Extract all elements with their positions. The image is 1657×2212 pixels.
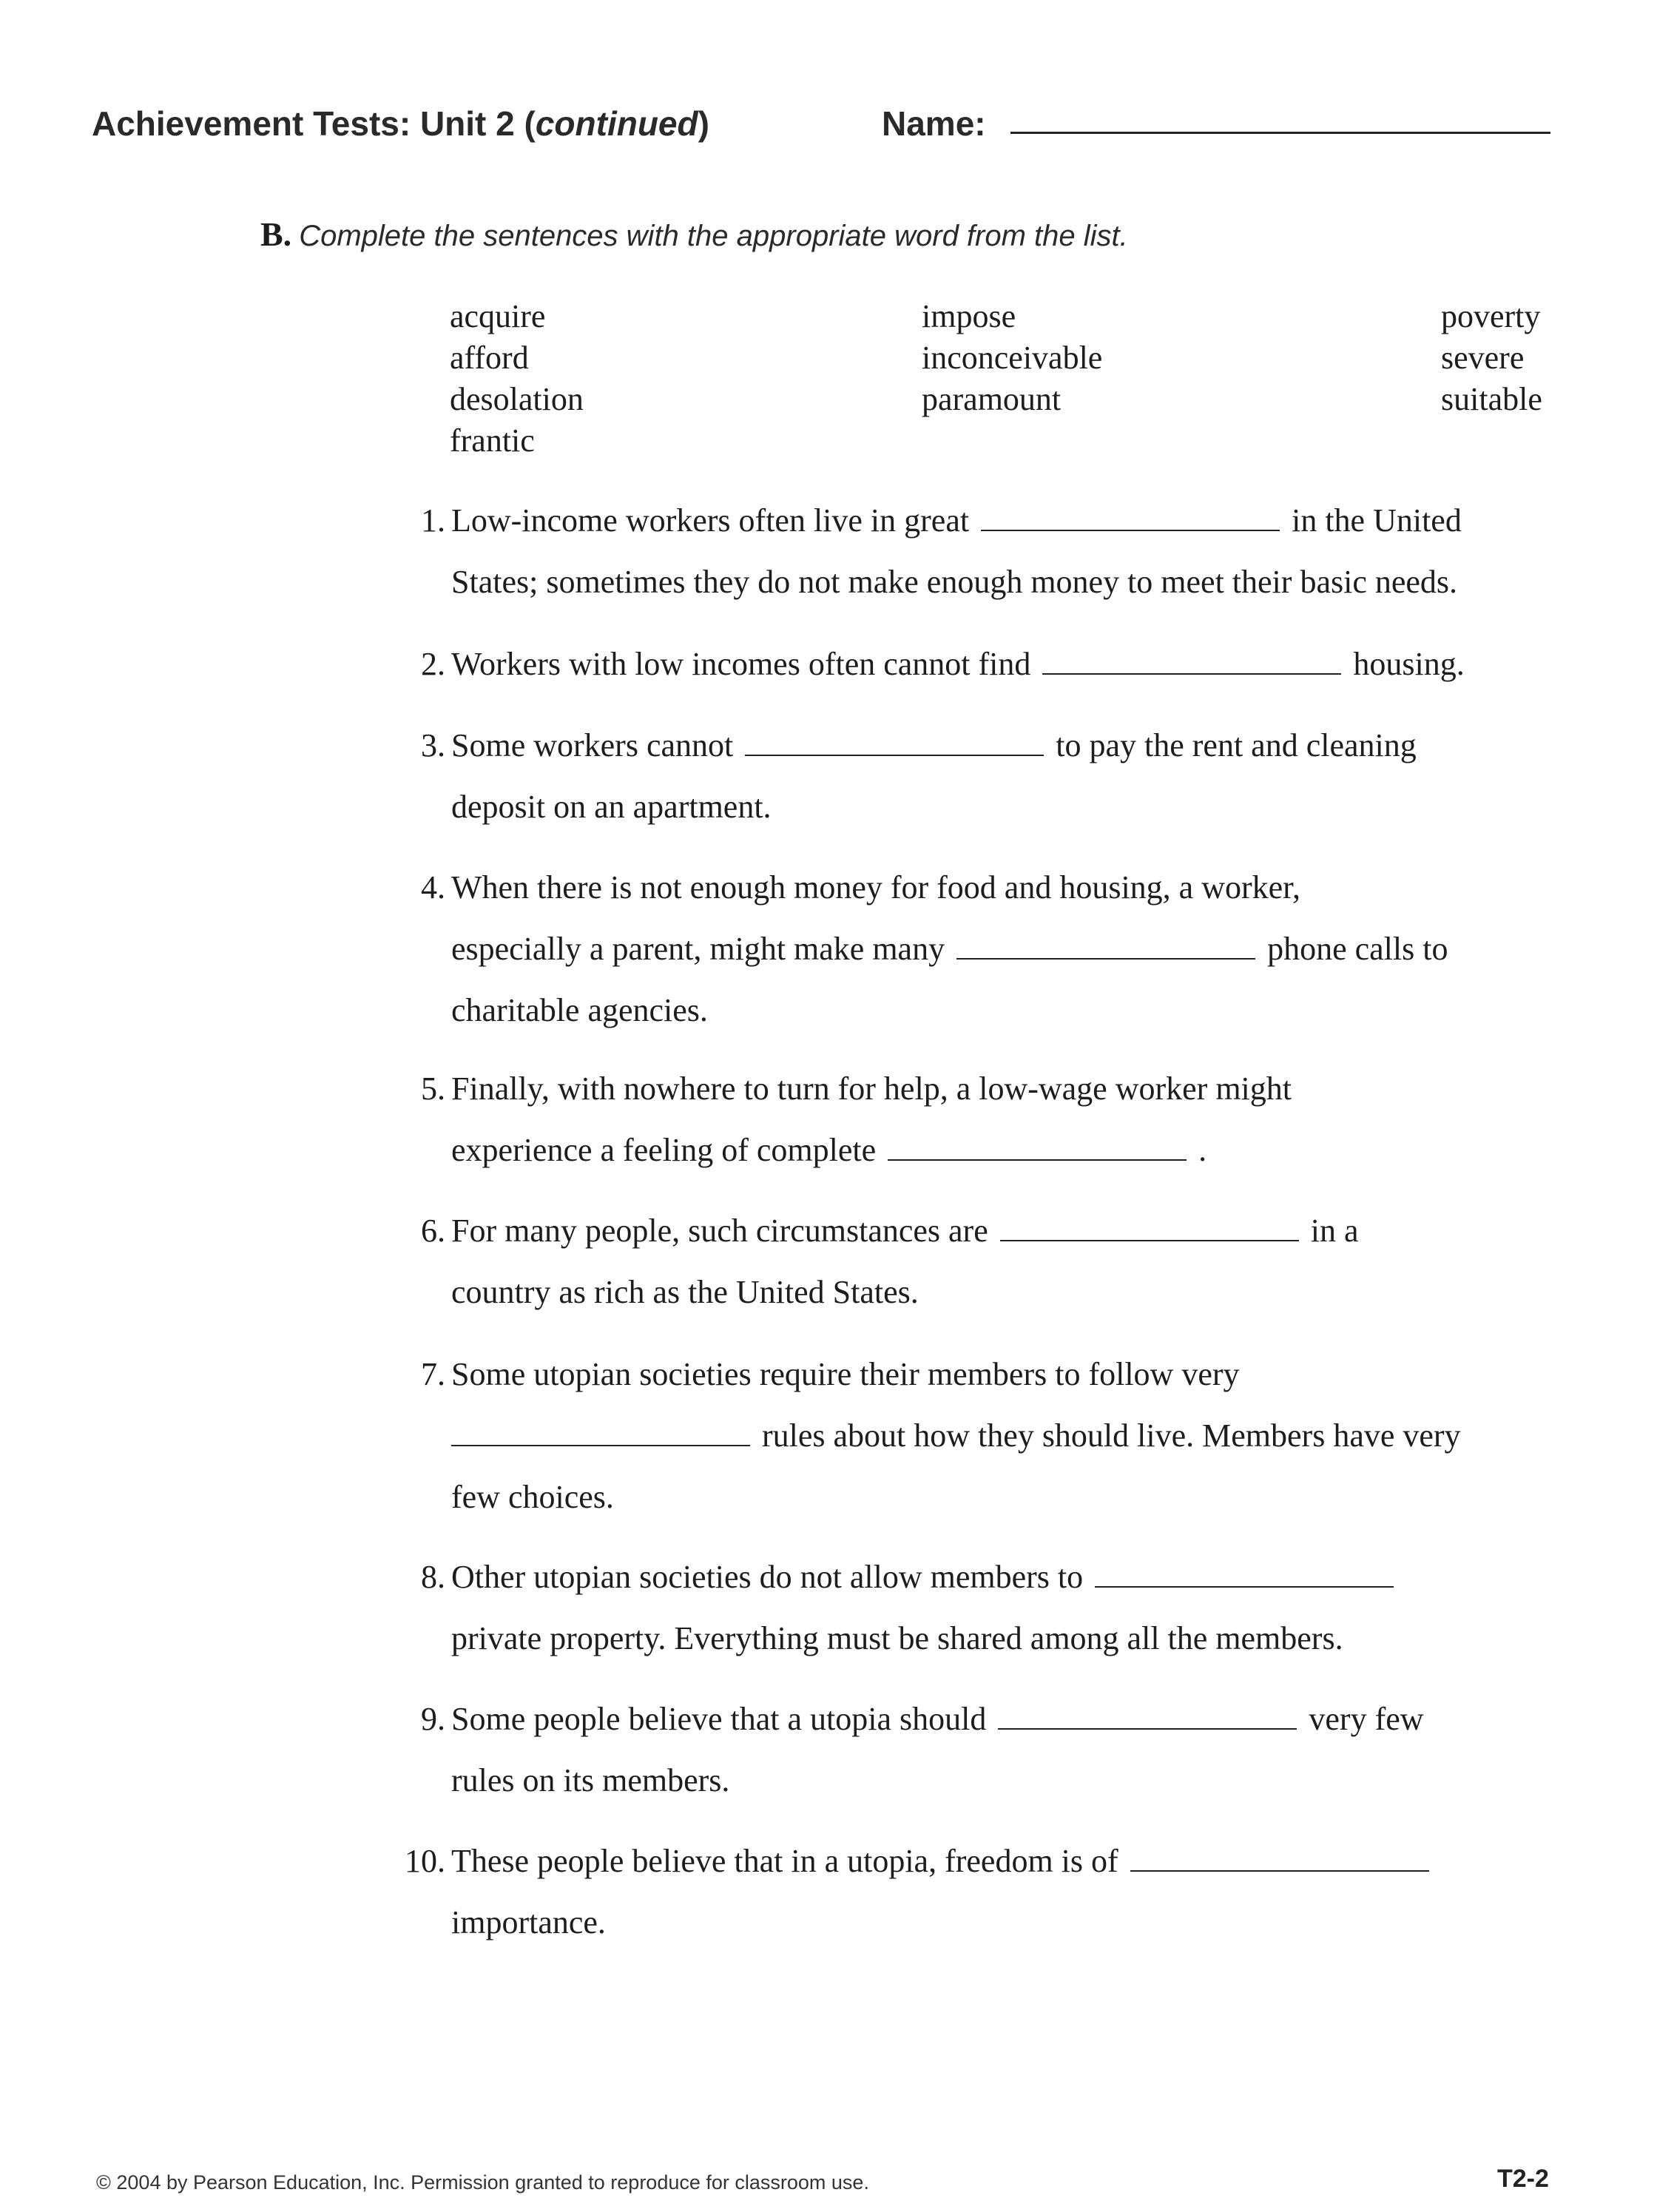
question-text: Some people believe that a utopia should [451,1701,987,1737]
answer-blank-2[interactable] [1042,672,1341,675]
question-number: 3. [421,727,445,763]
question-text: phone calls to [1267,931,1448,967]
word-bank-word: paramount [922,381,1062,417]
word-bank-word: poverty [1441,298,1541,334]
page-code: T2-2 [1497,2165,1549,2193]
question-number: 2. [421,646,445,682]
question-text: in a [1310,1213,1359,1249]
word-bank-word: suitable [1441,381,1542,417]
section-letter: B. [260,215,292,253]
question-text: Workers with low incomes often cannot find [451,646,1031,682]
answer-blank-9[interactable] [998,1727,1297,1730]
name-field-group [882,104,986,144]
question-text: Finally, with nowhere to turn for help, a low-wage worker might [451,1070,1292,1107]
question-9 [421,1688,1424,1811]
copyright-notice: © 2004 by Pearson Education, Inc. Permission granted to reproduce for classroom use. [96,2171,869,2194]
question-text: charitable agencies. [451,992,708,1028]
answer-blank-6[interactable] [1000,1239,1299,1241]
question-number: 4. [421,869,445,906]
question-3 [421,715,1417,837]
question-text: deposit on an apartment. [451,789,772,825]
question-number: 10. [405,1843,445,1879]
word-bank-word: severe [1441,340,1525,376]
answer-blank-4[interactable] [956,957,1255,960]
question-7 [421,1343,1461,1528]
question-1 [421,490,1462,613]
question-text: These people believe that in a utopia, freedom is of [451,1843,1118,1879]
answer-blank-10[interactable] [1130,1869,1429,1872]
question-text: Some utopian societies require their members to follow very [451,1356,1240,1392]
answer-blank-3[interactable] [745,754,1044,756]
word-bank-word: acquire [450,298,546,334]
word-bank-column-3 [1441,296,1542,420]
name-field[interactable] [1010,132,1550,134]
word-bank-column-2 [922,296,1102,420]
question-6 [421,1200,1359,1323]
title-suffix: ) [698,104,709,143]
page-title [92,104,709,144]
title-prefix: Achievement Tests: Unit 2 ( [92,104,536,143]
section-instruction [260,215,1128,254]
question-text: Some workers cannot [451,727,734,763]
question-text: . [1198,1132,1207,1168]
question-number: 9. [421,1701,445,1737]
word-bank-column-1 [450,296,584,462]
question-10 [405,1830,1441,1953]
answer-blank-1[interactable] [981,529,1280,531]
question-text: experience a feeling of complete [451,1132,877,1168]
question-number: 7. [421,1356,445,1392]
question-text: country as rich as the United States. [451,1274,919,1310]
question-text: For many people, such circumstances are [451,1213,988,1249]
question-number: 8. [421,1559,445,1595]
word-bank-word: frantic [450,422,535,459]
question-5 [421,1058,1292,1181]
question-text: Low-income workers often live in great [451,502,970,539]
question-text: importance. [451,1904,606,1940]
question-text: rules about how they should live. Members have very [762,1417,1461,1454]
question-text: few choices. [451,1479,614,1515]
question-text: rules on its members. [451,1762,730,1798]
answer-blank-7[interactable] [451,1444,750,1446]
question-4 [421,857,1448,1041]
question-text: in the United [1292,502,1462,539]
answer-blank-5[interactable] [888,1159,1187,1161]
question-8 [421,1546,1405,1669]
word-bank-word: desolation [450,381,584,417]
word-bank-word: inconceivable [922,340,1103,376]
question-text: very few [1309,1701,1424,1737]
question-number: 6. [421,1213,445,1249]
question-text: to pay the rent and cleaning [1056,727,1417,763]
question-text: private property. Everything must be shared among all the members. [451,1620,1343,1656]
word-bank-word: afford [450,340,529,376]
question-number: 1. [421,502,445,539]
question-text: especially a parent, might make many [451,931,945,967]
question-text: When there is not enough money for food and housing, a worker, [451,869,1301,906]
question-text: States; sometimes they do not make enough money to meet their basic needs. [451,564,1458,600]
title-italic: continued [535,104,698,143]
question-2 [421,633,1465,695]
name-label: Name: [882,104,986,143]
question-text: housing. [1353,646,1465,682]
question-number: 5. [421,1070,445,1107]
answer-blank-8[interactable] [1095,1585,1394,1588]
instruction-text: Complete the sentences with the appropriate word from the list. [299,220,1128,252]
word-bank-word: impose [922,298,1016,334]
question-text: Other utopian societies do not allow members to [451,1559,1084,1595]
